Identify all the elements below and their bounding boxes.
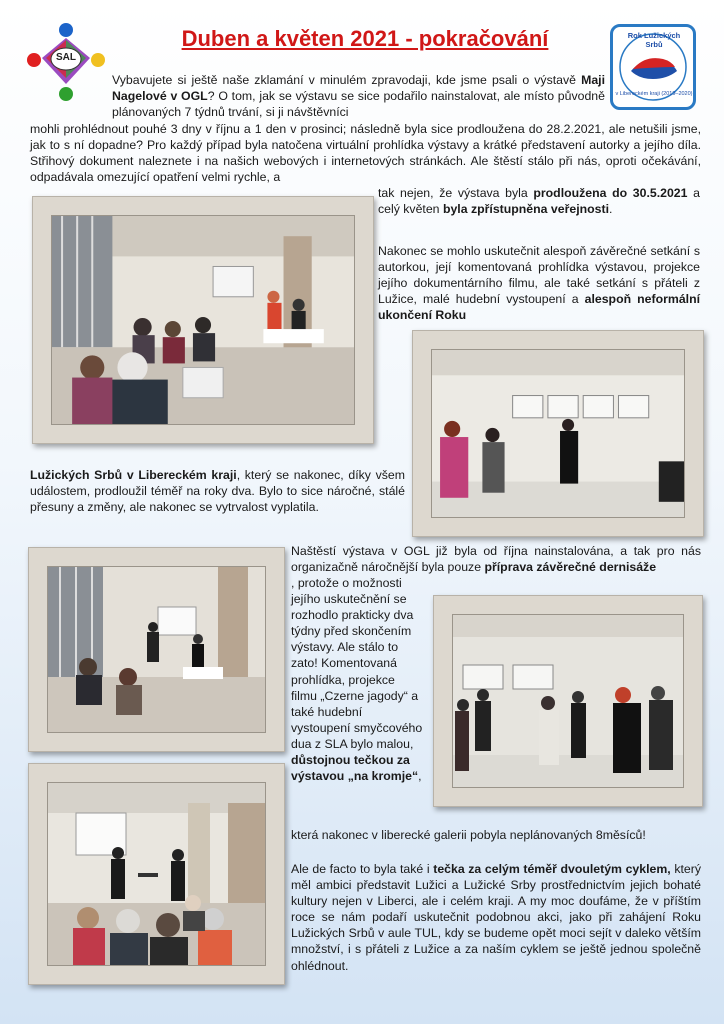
photo-exhibition-tour	[431, 349, 685, 518]
photo-frame-guided-tour	[433, 595, 703, 807]
dernisage-text-d: která nakonec v liberecké galerii pobyla neplánovaných 8měsíců!	[291, 828, 646, 842]
photo-guided-tour	[452, 614, 684, 788]
luzice-year-bold: Lužických Srbů v Libereckém kraji	[30, 468, 237, 482]
photo-gallery-audience	[51, 215, 355, 425]
intro-bold-exhibition: Maji Nagelové v OGL	[112, 73, 605, 104]
sal-logo	[24, 22, 108, 102]
intro-paragraph	[112, 72, 605, 120]
extension-text-b: a celý květen	[378, 186, 700, 217]
luzice-year-paragraph	[30, 467, 405, 515]
dernisage-intro-paragraph	[291, 543, 701, 575]
photo-frame-string-duo	[28, 763, 285, 985]
logo-dot-yellow	[91, 53, 105, 67]
finale-paragraph	[378, 243, 700, 323]
intro-text-a: Vybavujete si ještě naše zklamání v minulém zpravodaji, kde jsme psali o výstavě	[112, 73, 582, 87]
photo-frame-exhibition-tour	[412, 330, 704, 537]
extension-text-c: .	[609, 202, 613, 217]
dernisage-bold: příprava závěrečné dernisáže	[484, 560, 657, 575]
logo-right-line2: v Libereckém kraji (2019–2020)	[615, 91, 693, 97]
photo-screening	[47, 566, 266, 733]
extension-bold-date: prodloužena do 30.5.2021	[533, 186, 688, 200]
extension-bold-public: byla zpřístupněna veřejnosti	[442, 202, 609, 217]
dernisage-bold-dignity: důstojnou tečkou za výstavou „na kromje“	[291, 753, 419, 784]
dernisage-text-c: ,	[418, 769, 422, 784]
intro-paragraph-full	[30, 121, 701, 185]
rok-luzickych-srbu-logo	[610, 24, 696, 110]
logo-dot-red	[27, 53, 41, 67]
logo-right-line1: Rok Lužických Srbů	[627, 31, 681, 49]
photo-frame-gallery-audience	[32, 196, 374, 444]
luzice-year-text: , který se nakonec, díky všem událostem, prodloužil téměř na roky dva. Bylo to sice náročné, stálé přesuny a změny, ale nakonec se vytrvalost vyplatila.	[30, 468, 405, 515]
intro-text-b: ? O tom, jak se výstavu se sice podařilo nainstalovat, ale místo původně plánovaných 7 týdnů trvání, si ji návštěvníci	[112, 89, 605, 120]
photo-frame-screening	[28, 547, 285, 752]
dernisage-text-a: Naštěstí výstava v OGL již byla od října nainstalována, a tak pro nás organizačně náročnější byla pouze	[291, 544, 701, 575]
logo-dot-green	[59, 87, 73, 101]
extension-paragraph	[378, 185, 700, 217]
cycle-text-a: Ale de facto to byla také i	[291, 862, 434, 876]
dernisage-text-b: , protože o možnosti jejího uskutečnění se rozhodlo prakticky dva týdny před skončením výstavy. Ale stálo to zato! Komentovaná prohlídka, projekce filmu „Czerne jagody“ a také hudební vystoupení smyčcového dua z SLA bylo malou,	[291, 576, 423, 751]
cycle-bold: tečka za celým téměř dvouletým cyklem,	[433, 862, 671, 876]
cycle-text-b: který měl ambici představit Lužici a Lužické Srby prostřednictvím jejich bohaté kultury nejen v Liberci, ale i celém kraji. A my moc doufáme, že v příštím roce se nám podaří uskutečnit podobnou akci, jako při zahájení Roku Lužických Srbů v aule TUL, kdy se budeme opět moci sejít v daleko větším množství, i s přáteli z Lužice a za naším cyklem se ještě jednou společně ohlédnout.	[291, 862, 701, 973]
dernisage-body-paragraph	[291, 575, 423, 784]
page-title: Duben a květen 2021 - pokračování	[181, 26, 549, 51]
extension-text-a: tak nejen, že výstava byla	[378, 186, 534, 200]
cycle-end-paragraph	[291, 861, 701, 974]
finale-bold: alespoň neformální ukončení Roku	[378, 292, 700, 323]
finale-text: Nakonec se mohlo uskutečnit alespoň závěrečné setkání s autorkou, její komentovaná prohlídka výstavou, projekce jejího dokumentárního filmu, ale také setkání s přáteli z Lužice, malé hudební vystoupení a	[378, 244, 700, 307]
logo-dot-blue	[59, 23, 73, 37]
photo-string-duo	[47, 782, 266, 966]
intro-text-full: mohli prohlédnout pouhé 3 dny v říjnu a 1 den v prosinci; následně byla sice prodloužena do 28.2.2021, ale netušili jsme, jak to s ní dopadne? Pro každý případ byla natočena virtuální prohlídka výstavy a krátké představení autorky a jejího díla. Střihový dokument naleznete i na našich webových i internetových stránkách. Ale štěstí stálo při nás, oproti očekávání, odpadávala omezující opatření velmi rychle, a	[30, 122, 701, 185]
dernisage-end-paragraph	[291, 827, 701, 843]
logo-left-text: SAL	[56, 52, 76, 63]
